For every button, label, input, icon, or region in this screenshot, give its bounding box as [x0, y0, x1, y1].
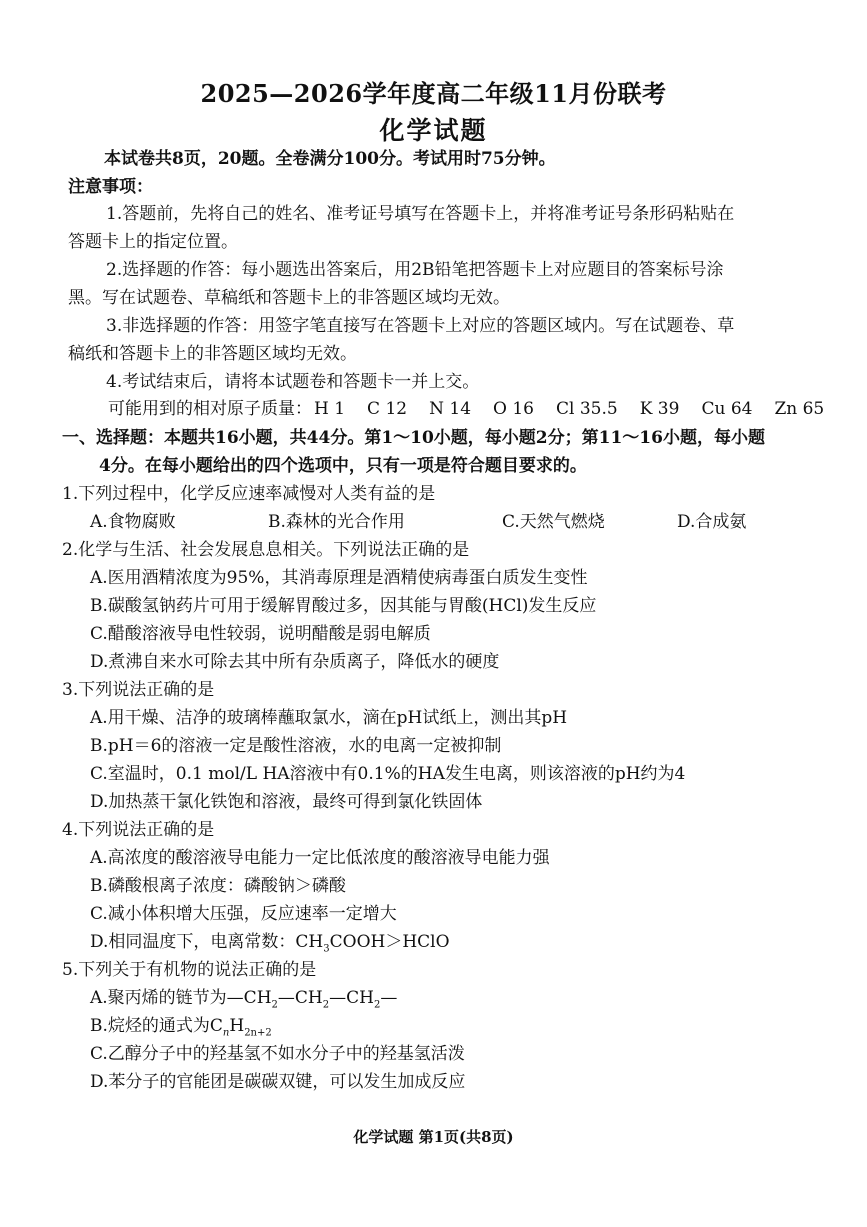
question-2-option-d: D.煮沸自来水可除去其中所有杂质离子，降低水的硬度: [90, 652, 500, 672]
question-3-option-c: C.室温时，0.1 mol/L HA溶液中有0.1%的HA发生电离，则该溶液的pH约为4: [90, 764, 686, 784]
question-3-option-d: D.加热蒸干氯化铁饱和溶液，最终可得到氯化铁固体: [90, 792, 483, 812]
atomic-mass-item: O 16: [493, 399, 534, 419]
subscript: 2: [373, 999, 381, 1011]
question-4-option-c: C.减小体积增大压强，反应速率一定增大: [90, 904, 397, 924]
question-2-option-b: B.碳酸氢钠药片可用于缓解胃酸过多，因其能与胃酸(HCl)发生反应: [90, 596, 597, 616]
question-5-option-a: [90, 986, 397, 1010]
question-1-option-c: C.天然气燃烧: [502, 512, 605, 532]
question-3-option-b: B.pH＝6的溶液一定是酸性溶液，水的电离一定被抑制: [90, 736, 502, 756]
note-1-line-2: 答题卡上的指定位置。: [68, 232, 238, 252]
atomic-mass-item: Zn 65: [774, 399, 825, 419]
atomic-mass-item: H 1: [314, 399, 346, 419]
notes-heading: 注意事项：: [68, 177, 153, 197]
option-text: D.相同温度下，电离常数：CH: [90, 932, 324, 952]
option-text: A.聚丙烯的链节为—CH: [90, 988, 272, 1008]
question-1-stem: 1.下列过程中，化学反应速率减慢对人类有益的是: [62, 484, 436, 504]
question-1-option-a: A.食物腐败: [90, 512, 176, 532]
atomic-mass-item: Cu 64: [701, 399, 753, 419]
question-5-stem: 5.下列关于有机物的说法正确的是: [62, 960, 317, 980]
question-2-stem: 2.化学与生活、社会发展息息相关。下列说法正确的是: [62, 540, 470, 560]
question-2-option-a: A.医用酒精浓度为95%，其消毒原理是酒精使病毒蛋白质发生变性: [90, 568, 588, 588]
option-text: H: [229, 1016, 245, 1036]
subscript: 2n+2: [244, 1027, 272, 1039]
option-text: —: [380, 988, 398, 1008]
option-text: —CH: [329, 988, 374, 1008]
atomic-mass-label: 可能用到的相对原子质量：: [108, 399, 312, 419]
atomic-masses: [108, 397, 824, 421]
exam-title: 2025—2026学年度高二年级11月份联考: [200, 79, 667, 108]
question-2-option-c: C.醋酸溶液导电性较弱，说明醋酸是弱电解质: [90, 624, 431, 644]
atomic-mass-item: C 12: [367, 399, 408, 419]
option-text: —CH: [277, 988, 323, 1008]
note-2-line-2: 黑。写在试题卷、草稿纸和答题卡上的非答题区域均无效。: [68, 288, 510, 308]
question-1-option-d: D.合成氨: [677, 512, 747, 532]
question-4-option-b: B.磷酸根离子浓度：磷酸钠＞磷酸: [90, 876, 346, 896]
section-1-header-line-1: 一、选择题：本题共16小题，共44分。第1～10小题，每小题2分；第11～16小题，每小题: [62, 428, 765, 448]
option-text: COOH＞HClO: [329, 932, 450, 952]
question-1-option-b: B.森林的光合作用: [268, 512, 405, 532]
subscript: n: [222, 1027, 230, 1039]
atomic-mass-item: Cl 35.5: [556, 399, 618, 419]
page-footer: 化学试题 第1页(共8页): [353, 1128, 514, 1146]
option-text: B.烷烃的通式为C: [90, 1016, 223, 1036]
exam-intro: 本试卷共8页，20题。全卷满分100分。考试用时75分钟。: [104, 149, 556, 169]
question-5-option-c: C.乙醇分子中的羟基氢不如水分子中的羟基氢活泼: [90, 1044, 465, 1064]
section-1-header-line-2: 4分。在每小题给出的四个选项中，只有一项是符合题目要求的。: [99, 456, 587, 476]
note-3-line-1: 3.非选择题的作答：用签字笔直接写在答题卡上对应的答题区域内。写在试题卷、草: [106, 316, 735, 336]
note-4: 4.考试结束后，请将本试题卷和答题卡一并上交。: [106, 372, 480, 392]
subject-title: 化学试题: [379, 116, 488, 145]
question-4-option-d: [90, 930, 450, 954]
note-1-line-1: 1.答题前，先将自己的姓名、准考证号填写在答题卡上，并将准考证号条形码粘贴在: [106, 204, 735, 224]
atomic-mass-item: K 39: [639, 399, 680, 419]
atomic-mass-item: N 14: [429, 399, 472, 419]
question-3-stem: 3.下列说法正确的是: [62, 680, 215, 700]
subscript: 3: [323, 943, 330, 955]
subscript: 2: [322, 999, 330, 1011]
question-5-option-b: [90, 1014, 272, 1038]
question-4-option-a: A.高浓度的酸溶液导电能力一定比低浓度的酸溶液导电能力强: [90, 848, 550, 868]
note-3-line-2: 稿纸和答题卡上的非答题区域均无效。: [68, 344, 357, 364]
question-5-option-d: D.苯分子的官能团是碳碳双键，可以发生加成反应: [90, 1072, 466, 1092]
question-4-stem: 4.下列说法正确的是: [62, 820, 215, 840]
note-2-line-1: 2.选择题的作答：每小题选出答案后，用2B铅笔把答题卡上对应题目的答案标号涂: [106, 260, 724, 280]
subscript: 2: [271, 999, 278, 1011]
question-3-option-a: A.用干燥、洁净的玻璃棒蘸取氯水，滴在pH试纸上，测出其pH: [90, 708, 568, 728]
